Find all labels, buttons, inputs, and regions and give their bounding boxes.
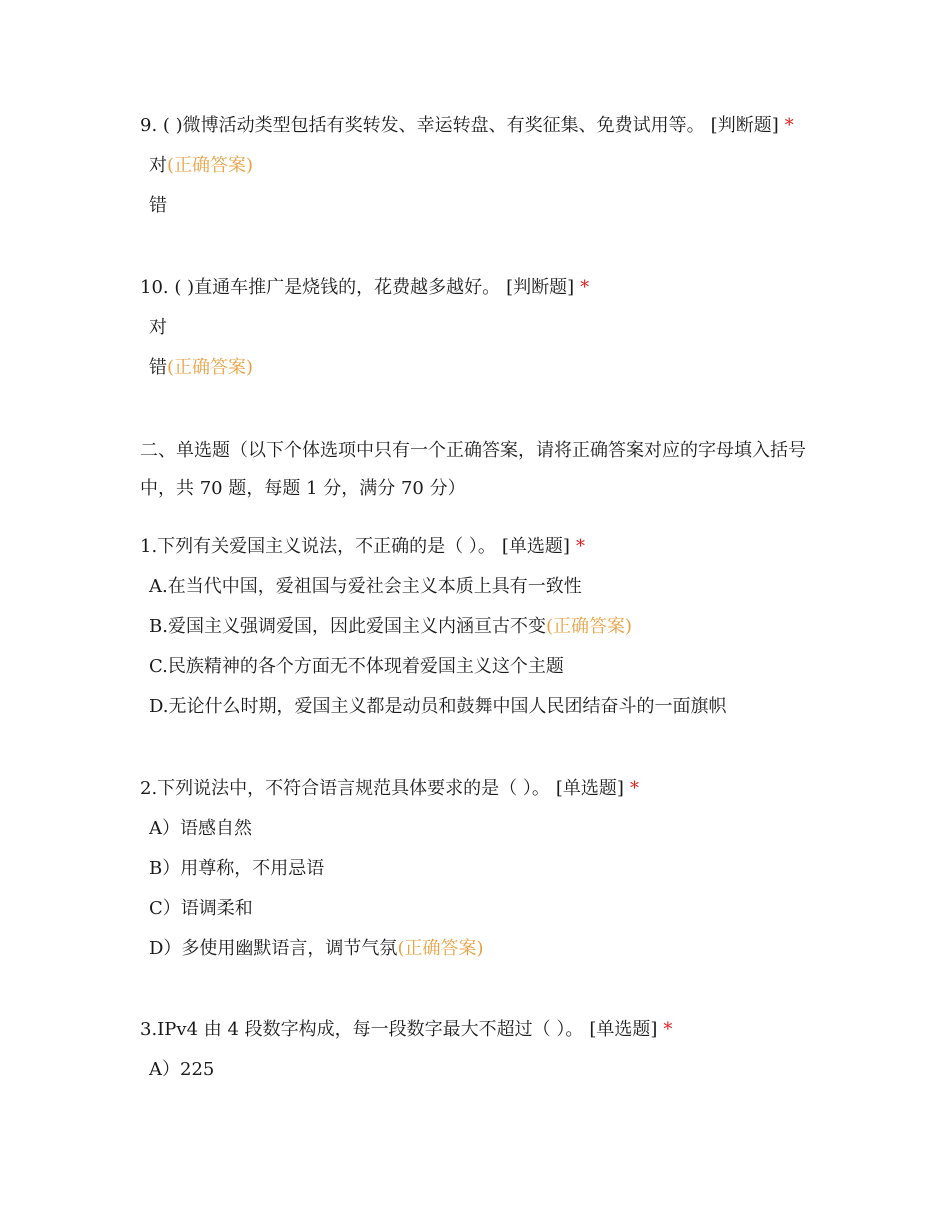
question-title (140, 533, 830, 561)
question-10 (140, 274, 830, 382)
option-a[interactable] (149, 314, 830, 342)
option-c[interactable] (149, 653, 830, 681)
option-label: D.无论什么时期，爱国主义都是动员和鼓舞中国人民团结奋斗的一面旗帜 (149, 696, 727, 717)
required-marker: * (580, 277, 590, 298)
option-label: A）225 (149, 1059, 215, 1080)
question-title (140, 775, 830, 803)
correct-answer-marker: (正确答案) (545, 616, 632, 637)
option-label: A）语感自然 (149, 818, 252, 839)
option-label: 对 (149, 155, 167, 176)
question-title (140, 274, 830, 302)
required-marker: * (629, 778, 639, 799)
option-label: B.爱国主义强调爱国，因此爱国主义内涵亘古不变 (149, 616, 546, 637)
correct-answer-marker: (正确答案) (397, 938, 484, 959)
question-type-tag: [判断题] (506, 277, 575, 298)
question-title (140, 112, 830, 140)
single-choice-1 (140, 533, 830, 721)
option-label: A.在当代中国，爱祖国与爱社会主义本质上具有一致性 (149, 576, 582, 597)
option-d[interactable] (149, 935, 830, 963)
option-label: D）多使用幽默语言，调节气氛 (149, 938, 398, 959)
option-a[interactable] (149, 1056, 830, 1084)
correct-answer-marker: (正确答案) (167, 357, 254, 378)
question-text: 10. ( )直通车推广是烧钱的，花费越多越好。 (140, 277, 501, 298)
question-type-tag: [单选题] (589, 1019, 658, 1040)
option-b[interactable] (149, 855, 830, 883)
option-label: C）语调柔和 (149, 898, 253, 919)
question-text: 1.下列有关爱国主义说法，不正确的是（ ）。 (140, 536, 496, 557)
option-label: 错 (149, 357, 167, 378)
correct-answer-marker: (正确答案) (167, 155, 254, 176)
question-9 (140, 112, 830, 220)
option-b[interactable] (149, 354, 830, 382)
question-type-tag: [单选题] (555, 778, 624, 799)
question-type-tag: [单选题] (501, 536, 570, 557)
option-label: 对 (149, 317, 167, 338)
question-text: 3.IPv4 由 4 段数字构成，每一段数字最大不超过（ ）。 (140, 1019, 584, 1040)
option-b[interactable] (149, 613, 830, 641)
option-d[interactable] (149, 693, 830, 721)
single-choice-2 (140, 775, 830, 963)
option-label: B）用尊称，不用忌语 (149, 858, 325, 879)
section-heading: 二、单选题（以下个体选项中只有一个正确答案，请将正确答案对应的字母填入括号中，共 70 题，每题 1 分，满分 70 分） (140, 440, 806, 499)
option-a[interactable] (149, 815, 830, 843)
single-choice-3 (140, 1016, 830, 1084)
option-label: C.民族精神的各个方面无不体现着爱国主义这个主题 (149, 656, 564, 677)
option-a[interactable] (149, 152, 830, 180)
required-marker: * (663, 1019, 673, 1040)
option-c[interactable] (149, 895, 830, 923)
option-b[interactable] (149, 192, 830, 220)
option-a[interactable] (149, 573, 830, 601)
required-marker: * (784, 115, 794, 136)
question-text: 2.下列说法中，不符合语言规范具体要求的是（ ）。 (140, 778, 550, 799)
required-marker: * (575, 536, 585, 557)
question-title (140, 1016, 830, 1044)
question-type-tag: [判断题] (710, 115, 779, 136)
question-text: 9. ( )微博活动类型包括有奖转发、幸运转盘、有奖征集、免费试用等。 (140, 115, 705, 136)
option-label: 错 (149, 195, 167, 216)
